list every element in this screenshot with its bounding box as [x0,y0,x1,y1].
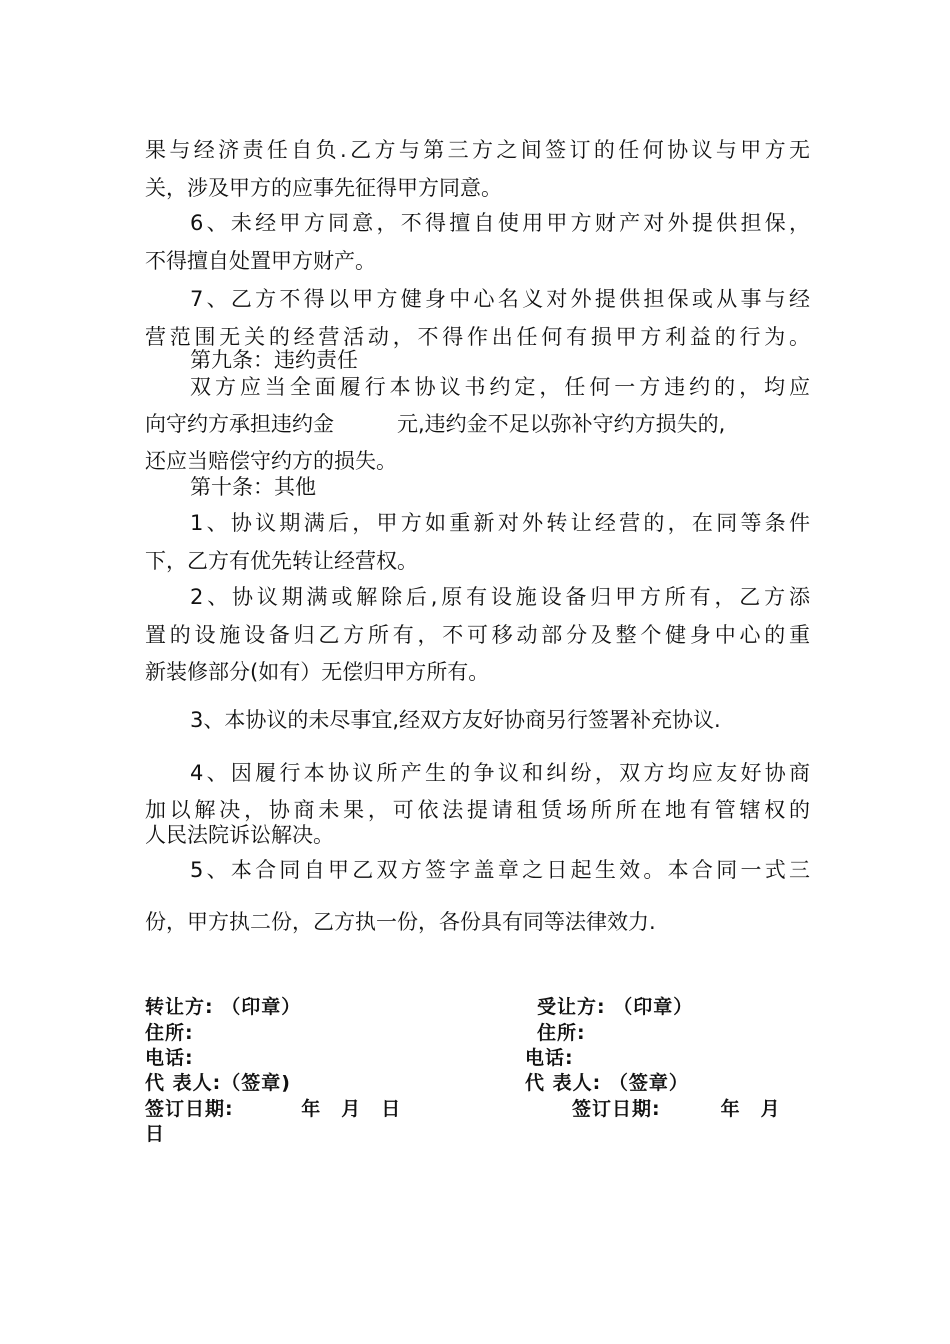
transferee-representative: 代 表人: （签章） [525,1072,689,1094]
body-line: 人民法院诉讼解决。 [145,823,334,847]
transferee-phone: 电话: [525,1047,574,1069]
body-line: 新装修部分(如有）无偿归甲方所有。 [145,660,490,684]
body-line: 关，涉及甲方的应事先征得甲方同意。 [145,176,502,200]
clause-7-line: 7、乙方不得以甲方健身中心名义对外提供担保或从事与经 [190,287,810,311]
body-line: 还应当赔偿守约方的损失。 [145,449,397,473]
clause-2-line: 2、协议期满或解除后,原有设施设备归甲方所有，乙方添 [190,585,810,609]
clause-1-line: 1、协议期满后，甲方如重新对外转让经营的，在同等条件 [190,511,810,535]
body-line: 营范围无关的经营活动，不得作出任何有损甲方利益的行为。 [145,325,810,349]
transferee-party: 受让方: （印章） [537,996,694,1018]
body-line: 不得擅自处置甲方财产。 [145,249,376,273]
section-heading-ten: 第十条：其他 [190,475,316,499]
date-wrap: 日 [145,1123,166,1145]
body-line: 果与经济责任自负.乙方与第三方之间签订的任何协议与甲方无 [145,138,810,162]
body-line: 下，乙方有优先转让经营权。 [145,549,418,573]
clause-5-line: 5、本合同自甲乙双方签字盖章之日起生效。本合同一式三 [190,858,810,882]
body-line: 向守约方承担违约金 元,违约金不足以弥补守约方损失的, [145,412,726,436]
transferor-address: 住所: [145,1022,194,1044]
body-line: 置的设施设备归乙方所有，不可移动部分及整个健身中心的重 [145,623,810,647]
transferor-party: 转让方: （印章） [145,996,302,1018]
transferor-representative: 代 表人:（签章) [145,1072,291,1094]
clause-3-line: 3、本协议的未尽事宜,经双方友好协商另行签署补充协议. [190,708,721,732]
clause-4-line: 4、因履行本协议所产生的争议和纠纷，双方均应友好协商 [190,761,810,785]
body-line: 双方应当全面履行本协议书约定，任何一方违约的，均应 [190,375,810,399]
section-heading-nine: 第九条：违约责任 [190,348,358,372]
clause-6-line: 6、未经甲方同意，不得擅自使用甲方财产对外提供担保， [190,211,810,235]
transferor-phone: 电话: [145,1047,194,1069]
transferee-sign-date: 签订日期: 年 月 [572,1098,781,1120]
body-line: 加以解决，协商未果，可依法提请租赁场所所在地有管辖权的 [145,798,810,822]
transferee-address: 住所: [537,1022,586,1044]
transferor-sign-date: 签订日期: 年 月 日 [145,1098,402,1120]
body-line: 份，甲方执二份，乙方执一份，各份具有同等法律效力. [145,910,656,934]
